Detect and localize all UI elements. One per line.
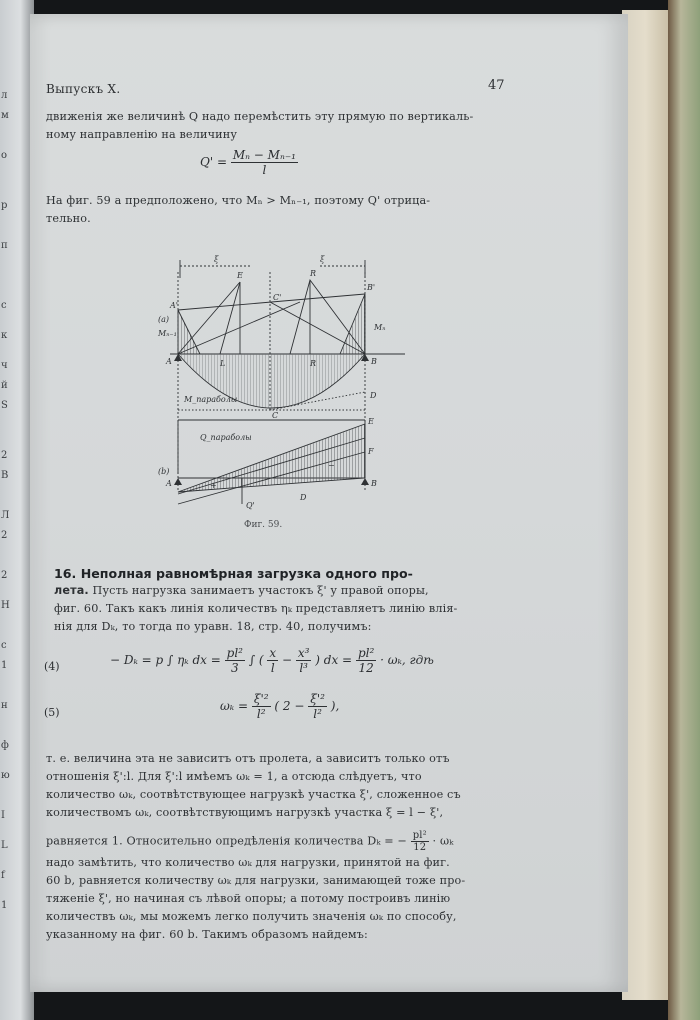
eq5-mid: ( 2 − <box>274 699 305 713</box>
fig-label-m-parabola: M_параболы <box>184 395 238 404</box>
left-page-fragment: п <box>1 240 8 251</box>
left-page-fragment: с <box>1 640 7 651</box>
eq4-tail: · ωₖ, гдѣ <box>380 653 434 667</box>
formula-numerator: Mₙ − Mₙ₋₁ <box>232 148 296 162</box>
intro-line-2: ному направленію на величину <box>46 128 238 141</box>
body-d-4: количествъ ωₖ, мы можемъ легко получить значенія ωₖ по способу, <box>46 910 457 923</box>
section-title-1: Неполная равномѣрная загрузка одного про- <box>80 566 413 581</box>
eq4-frac3 <box>296 646 312 675</box>
body-c-frac-den: 12 <box>413 842 427 853</box>
fig-label-q-parabola: Q_параболы <box>200 433 252 442</box>
fig-label-b1: B' <box>367 283 376 292</box>
eq4-mid: ∫ ( <box>248 653 264 667</box>
formula-lhs: Q' = <box>200 155 228 169</box>
eq5-frac2 <box>308 692 327 721</box>
fig-label-minus: − <box>328 461 335 470</box>
left-page-fragment: о <box>1 150 8 161</box>
fig-label-xi-2: ξ <box>320 255 325 264</box>
fig-label-e-low: E <box>368 417 374 426</box>
eq4-minus: − <box>282 653 293 667</box>
left-page-fragment: 1 <box>1 900 8 911</box>
book-cover-edge <box>668 0 700 1020</box>
left-page-fragment: н <box>1 700 8 711</box>
left-page-fragment: 2 <box>1 570 8 581</box>
eq5-frac2-num: ξ'² <box>310 692 325 706</box>
eq5-lhs: ωₖ = <box>220 699 249 713</box>
fig-label-b-mark: (b) <box>158 467 170 476</box>
intro-line-1: движенія же величинѣ Q надо перемѣстить эту прямую по вертикаль- <box>46 110 474 123</box>
eq4 <box>110 646 434 675</box>
fig-label-c1: C' <box>273 293 282 302</box>
section-title-2: лета. <box>54 584 89 597</box>
fig-label-xi: ξ <box>214 255 219 264</box>
left-page-fragment: л <box>1 90 8 101</box>
body-b-3: количество ωₖ, соотвѣтствующее нагрузкѣ участка ξ', сложенное съ <box>46 788 461 801</box>
eq4-frac1 <box>225 646 245 675</box>
left-page-fragment: й <box>1 380 8 391</box>
eq4-frac1-num: pl² <box>226 646 243 660</box>
left-page-fragment: f <box>1 870 5 881</box>
eq5-frac1 <box>252 692 271 721</box>
formula-denominator: l <box>262 163 267 177</box>
body-d-1: надо замѣтить, что количество ωₖ для нагрузки, принятой на фиг. <box>46 856 450 869</box>
section-heading <box>54 566 413 581</box>
fig-label-f: F <box>368 447 374 456</box>
fig-label-e-top: E <box>237 271 243 280</box>
body-c <box>46 830 453 853</box>
fig-label-d-low: D <box>300 493 307 502</box>
fig-label-a: A <box>166 357 172 366</box>
eq4-number: (4) <box>44 660 60 673</box>
eq5-frac1-den: l² <box>256 707 266 721</box>
body-d-5: указанному на фиг. 60 b. Такимъ образомъ найдемъ: <box>46 928 368 941</box>
fig59-line-2: тельно. <box>46 212 91 225</box>
body-b-1: т. е. величина эта не зависитъ отъ пролета, а зависитъ только отъ <box>46 752 450 765</box>
fig-label-m-right: Mₙ <box>374 323 386 332</box>
left-page-fragment: В <box>1 470 9 481</box>
left-page-fragment: р <box>1 200 8 211</box>
left-page-fragment: 2 <box>1 530 8 541</box>
eq5-frac1-num: ξ'² <box>253 692 269 706</box>
formula-fraction <box>231 148 298 177</box>
figure-59 <box>160 242 410 514</box>
eq5-close: ), <box>330 699 340 713</box>
fig59-line-1: На фиг. 59 а предположено, что Mₙ > Mₙ₋₁, поэтому Q' отрица- <box>46 194 431 207</box>
left-page-edge <box>0 0 34 1020</box>
section-number: 16. <box>54 566 77 581</box>
body-c-tail: · ωₖ <box>432 834 454 848</box>
eq4-frac3-num: x³ <box>297 646 310 660</box>
fig-label-r: R <box>310 359 317 368</box>
eq4-frac3-den: l³ <box>299 661 308 675</box>
left-page-fragment: Л <box>1 510 10 521</box>
eq4-frac2 <box>267 646 278 675</box>
left-page-fragment: ф <box>1 740 9 751</box>
formula-q-prime <box>200 148 298 177</box>
left-page-fragment: S <box>1 400 8 411</box>
fig-label-b-low: B <box>371 479 377 488</box>
fig-label-c: C <box>272 411 279 420</box>
eq4-frac2-num: x <box>269 646 277 660</box>
fig-label-plus: + <box>210 481 217 490</box>
eq5-number: (5) <box>44 706 60 719</box>
eq4-lhs: − Dₖ = p ∫ ηₖ dx = <box>110 653 221 667</box>
eq4-frac4-den: 12 <box>358 661 374 675</box>
body-a-1: фиг. 60. Такъ какъ линія количествъ ηₖ представляетъ линію влія- <box>54 602 458 615</box>
eq5-frac2-den: l² <box>313 707 322 721</box>
body-a-2: нія для Dₖ, то тогда по уравн. 18, стр. 40, получимъ: <box>54 620 372 633</box>
fig-label-d: D <box>370 391 377 400</box>
fig-label-q-low: Q' <box>246 501 255 510</box>
left-page-fragment: I <box>1 810 5 821</box>
figure-caption: Фиг. 59. <box>244 520 283 530</box>
fig-label-a1: A' <box>170 301 178 310</box>
left-page-fragment: к <box>1 330 8 341</box>
eq5 <box>220 692 339 721</box>
body-c-frac <box>411 830 429 853</box>
fig-label-r-top: R <box>310 269 317 278</box>
section-line-2 <box>54 584 429 597</box>
fig-label-m-left: Mₙ₋₁ <box>158 329 177 338</box>
body-c-text: равняется 1. Относительно опредѣленія количества Dₖ = − <box>46 834 408 848</box>
section-body-start: Пусть нагрузка занимаетъ участокъ ξ' у правой опоры, <box>92 584 429 597</box>
fig-label-b: B <box>371 357 377 366</box>
fig-label-a-mark: (a) <box>158 315 170 324</box>
left-page-fragment: H <box>1 600 10 611</box>
eq4-close: ) dx = <box>315 653 353 667</box>
fig-label-a-low: A <box>166 479 172 488</box>
left-page-fragment: ч <box>1 360 8 371</box>
left-page-fragment: 1 <box>1 660 8 671</box>
running-head: Выпускъ X. <box>46 82 121 96</box>
left-page-fragment: с <box>1 300 7 311</box>
body-d-3: тяженіе ξ', но начиная съ лѣвой опоры; а потому построивъ линію <box>46 892 451 905</box>
eq4-frac4 <box>356 646 376 675</box>
eq4-frac1-den: 3 <box>230 661 239 675</box>
body-d-2: 60 b, равняется количеству ωₖ для нагрузки, занимающей тоже про- <box>46 874 466 887</box>
body-b-4: количествомъ ωₖ, соотвѣтствующимъ нагрузкѣ участка ξ = l − ξ', <box>46 806 444 819</box>
body-c-frac-num: pl² <box>412 830 427 841</box>
left-page-fragment: L <box>1 840 8 851</box>
page-number: 47 <box>488 78 505 93</box>
left-page-fragment: м <box>1 110 9 121</box>
eq4-frac2-den: l <box>270 661 275 675</box>
book-page <box>30 14 628 992</box>
fig-label-l: L <box>220 359 226 368</box>
body-b-2: отношенія ξ':l. Для ξ':l имѣемъ ωₖ = 1, а отсюда слѣдуетъ, что <box>46 770 422 783</box>
left-page-fragment: ю <box>1 770 10 781</box>
eq4-frac4-num: pl² <box>357 646 375 660</box>
left-page-fragment: 2 <box>1 450 8 461</box>
